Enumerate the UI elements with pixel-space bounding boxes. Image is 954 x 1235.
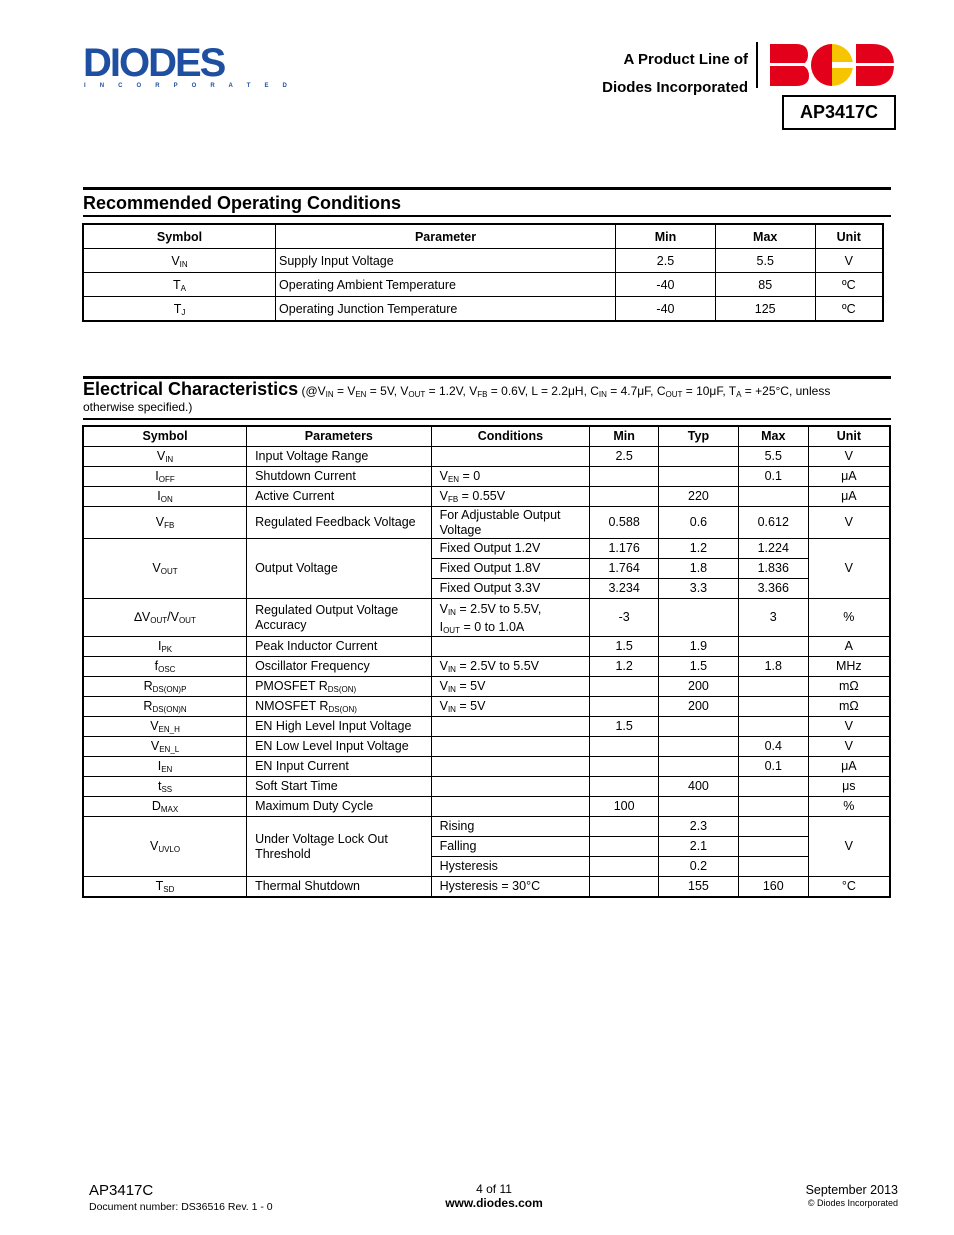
diodes-logo bbox=[83, 41, 294, 90]
logo-word: DIODES bbox=[83, 41, 225, 85]
symbol-cell: $R_{DS(ON)P}$ bbox=[83, 677, 247, 697]
footer-center bbox=[394, 1182, 594, 1210]
roc-col-unit: Unit bbox=[815, 224, 883, 249]
symbol-cell: $D_{MAX}$ bbox=[83, 797, 247, 817]
max-cell bbox=[738, 837, 808, 857]
symbol-cell: $V_{EN\_L}$ bbox=[83, 737, 247, 757]
min-cell: 100 bbox=[590, 797, 659, 817]
unit-cell: V bbox=[808, 539, 890, 599]
parameter-cell: Oscillator Frequency bbox=[247, 657, 432, 677]
condition-cell: Rising bbox=[431, 817, 590, 837]
ec-col-unit: Unit bbox=[808, 426, 890, 447]
footer-url-link[interactable]: www.diodes.com bbox=[445, 1196, 543, 1210]
table-row bbox=[83, 539, 890, 559]
unit-cell: V bbox=[815, 249, 883, 273]
table-row bbox=[83, 697, 890, 717]
table-row bbox=[83, 507, 890, 539]
max-cell: 85 bbox=[715, 273, 815, 297]
roc-col-parameter: Parameter bbox=[276, 224, 616, 249]
condition-cell bbox=[431, 757, 590, 777]
symbol-cell: $T_A$ bbox=[83, 273, 276, 297]
typ-cell bbox=[659, 599, 739, 637]
parameter-cell: NMOSFET $R_{DS(ON)}$ bbox=[247, 697, 432, 717]
typ-cell: 200 bbox=[659, 677, 739, 697]
typ-cell: 155 bbox=[659, 877, 739, 898]
min-cell: -40 bbox=[616, 297, 716, 322]
max-cell: 0.4 bbox=[738, 737, 808, 757]
roc-section-title: Recommended Operating Conditions bbox=[83, 193, 402, 213]
parameter-cell: EN Input Current bbox=[247, 757, 432, 777]
condition-cell: Fixed Output 1.8V bbox=[431, 559, 590, 579]
min-cell: -40 bbox=[616, 273, 716, 297]
roc-col-max: Max bbox=[715, 224, 815, 249]
condition-cell: $V_{IN} = 2.5V$ to 5.5V bbox=[431, 657, 590, 677]
condition-cell bbox=[431, 797, 590, 817]
unit-cell: MHz bbox=[808, 657, 890, 677]
section-rule-bottom bbox=[83, 215, 891, 217]
table-row bbox=[83, 777, 890, 797]
unit-cell: A bbox=[808, 637, 890, 657]
max-cell: 1.224 bbox=[738, 539, 808, 559]
parameter-cell: PMOSFET $R_{DS(ON)}$ bbox=[247, 677, 432, 697]
condition-cell: $V_{IN} = 5V$ bbox=[431, 697, 590, 717]
unit-cell: μA bbox=[808, 487, 890, 507]
symbol-cell: $T_J$ bbox=[83, 297, 276, 322]
unit-cell: V bbox=[808, 737, 890, 757]
product-line-2: Diodes Incorporated bbox=[602, 79, 748, 96]
typ-cell: 220 bbox=[659, 487, 739, 507]
ec-conditions: ($@V_{IN} = V_{EN} = 5V$, $V_{OUT} = 1.2V$, $V_{FB} = 0.6V$, L = 2.2μH, $C_{IN} = 4.7\mu F$, $C_{OUT} = 10\mu F$, $T_A = +25^\circ C$, unless bbox=[301, 384, 831, 399]
symbol-cell: $V_{IN}$ bbox=[83, 447, 247, 467]
typ-cell: 1.5 bbox=[659, 657, 739, 677]
max-cell: 1.8 bbox=[738, 657, 808, 677]
typ-cell bbox=[659, 797, 739, 817]
ec-conditions-line2: otherwise specified.) bbox=[83, 400, 193, 414]
min-cell: 1.764 bbox=[590, 559, 659, 579]
min-cell: 3.234 bbox=[590, 579, 659, 599]
logo-sub: I N C O R P O R A T E D bbox=[84, 83, 294, 89]
typ-cell bbox=[659, 757, 739, 777]
product-line-block bbox=[602, 46, 748, 102]
min-cell: 0.588 bbox=[590, 507, 659, 539]
section-rule-bottom bbox=[83, 418, 891, 420]
footer-doc-number: Document number: DS36516 Rev. 1 - 0 bbox=[89, 1201, 273, 1213]
min-cell bbox=[590, 757, 659, 777]
min-cell bbox=[590, 857, 659, 877]
min-cell bbox=[590, 677, 659, 697]
parameter-cell: Peak Inductor Current bbox=[247, 637, 432, 657]
table-row bbox=[83, 297, 883, 322]
max-cell bbox=[738, 717, 808, 737]
unit-cell: μA bbox=[808, 467, 890, 487]
footer-date: September 2013 bbox=[805, 1183, 898, 1197]
ec-col-conditions: Conditions bbox=[431, 426, 590, 447]
condition-cell: $V_{EN} = 0$ bbox=[431, 467, 590, 487]
max-cell bbox=[738, 637, 808, 657]
parameter-cell: EN High Level Input Voltage bbox=[247, 717, 432, 737]
min-cell bbox=[590, 487, 659, 507]
ec-section-title: Electrical Characteristics bbox=[83, 379, 299, 399]
footer-page: 4 of 11 bbox=[476, 1182, 512, 1196]
parameter-cell: Regulated Feedback Voltage bbox=[247, 507, 432, 539]
footer-part: AP3417C bbox=[89, 1182, 154, 1199]
symbol-cell: $V_{EN\_H}$ bbox=[83, 717, 247, 737]
parameter-cell: Operating Ambient Temperature bbox=[276, 273, 616, 297]
table-row bbox=[83, 817, 890, 837]
footer-right bbox=[806, 1183, 898, 1208]
condition-cell bbox=[431, 637, 590, 657]
max-cell bbox=[738, 677, 808, 697]
min-cell bbox=[590, 737, 659, 757]
table-row bbox=[83, 249, 883, 273]
parameter-cell: Active Current bbox=[247, 487, 432, 507]
typ-cell: 2.1 bbox=[659, 837, 739, 857]
symbol-cell: $R_{DS(ON)N}$ bbox=[83, 697, 247, 717]
condition-cell bbox=[431, 447, 590, 467]
roc-header-row bbox=[83, 224, 883, 249]
unit-cell: μA bbox=[808, 757, 890, 777]
table-row bbox=[83, 599, 890, 637]
min-cell: -3 bbox=[590, 599, 659, 637]
parameter-cell: Shutdown Current bbox=[247, 467, 432, 487]
unit-cell: V bbox=[808, 447, 890, 467]
typ-cell: 0.2 bbox=[659, 857, 739, 877]
max-cell: 5.5 bbox=[738, 447, 808, 467]
table-row bbox=[83, 273, 883, 297]
table-row bbox=[83, 757, 890, 777]
condition-cell: $V_{FB} = 0.55V$ bbox=[431, 487, 590, 507]
typ-cell: 200 bbox=[659, 697, 739, 717]
condition-cell: Hysteresis bbox=[431, 857, 590, 877]
footer-copyright: © Diodes Incorporated bbox=[807, 1198, 898, 1208]
unit-cell: μs bbox=[808, 777, 890, 797]
typ-cell: 400 bbox=[659, 777, 739, 797]
parameter-cell: Regulated Output Voltage Accuracy bbox=[247, 599, 432, 637]
symbol-cell: $I_{EN}$ bbox=[83, 757, 247, 777]
bcd-logo-icon bbox=[768, 42, 896, 88]
parameter-cell: Supply Input Voltage bbox=[276, 249, 616, 273]
table-row bbox=[83, 637, 890, 657]
max-cell bbox=[738, 487, 808, 507]
condition-cell: $V_{IN} = 5V$ bbox=[431, 677, 590, 697]
typ-cell bbox=[659, 447, 739, 467]
unit-cell: V bbox=[808, 717, 890, 737]
symbol-cell: $V_{FB}$ bbox=[83, 507, 247, 539]
condition-cell bbox=[431, 777, 590, 797]
condition-cell: For Adjustable Output Voltage bbox=[431, 507, 590, 539]
table-row bbox=[83, 467, 890, 487]
max-cell: 0.1 bbox=[738, 467, 808, 487]
max-cell bbox=[738, 857, 808, 877]
section-rule-top bbox=[83, 187, 891, 190]
max-cell: 160 bbox=[738, 877, 808, 898]
symbol-cell: $f_{OSC}$ bbox=[83, 657, 247, 677]
symbol-cell: $\Delta V_{OUT}/V_{OUT}$ bbox=[83, 599, 247, 637]
symbol-cell: $T_{SD}$ bbox=[83, 877, 247, 898]
condition-cell: Hysteresis = 30°C bbox=[431, 877, 590, 898]
typ-cell: 1.2 bbox=[659, 539, 739, 559]
symbol-cell: $t_{SS}$ bbox=[83, 777, 247, 797]
min-cell bbox=[590, 467, 659, 487]
ec-col-symbol: Symbol bbox=[83, 426, 247, 447]
table-row bbox=[83, 797, 890, 817]
typ-cell: 2.3 bbox=[659, 817, 739, 837]
max-cell bbox=[738, 797, 808, 817]
unit-cell: V bbox=[808, 817, 890, 877]
product-line-1: A Product Line of bbox=[623, 51, 748, 68]
unit-cell: °C bbox=[808, 877, 890, 898]
min-cell: 2.5 bbox=[590, 447, 659, 467]
parameter-cell: Maximum Duty Cycle bbox=[247, 797, 432, 817]
max-cell: 3 bbox=[738, 599, 808, 637]
symbol-cell: $I_{OFF}$ bbox=[83, 467, 247, 487]
footer-left bbox=[89, 1182, 273, 1213]
min-cell bbox=[590, 777, 659, 797]
condition-cell bbox=[431, 737, 590, 757]
typ-cell: 3.3 bbox=[659, 579, 739, 599]
condition-cell: Fixed Output 1.2V bbox=[431, 539, 590, 559]
symbol-cell: $I_{PK}$ bbox=[83, 637, 247, 657]
table-row bbox=[83, 657, 890, 677]
ec-table bbox=[82, 425, 891, 898]
unit-cell: ºC bbox=[815, 273, 883, 297]
parameter-cell: Input Voltage Range bbox=[247, 447, 432, 467]
max-cell: 5.5 bbox=[715, 249, 815, 273]
ec-section-heading bbox=[83, 381, 891, 415]
roc-col-symbol: Symbol bbox=[83, 224, 276, 249]
table-row bbox=[83, 677, 890, 697]
min-cell: 1.2 bbox=[590, 657, 659, 677]
unit-cell: ºC bbox=[815, 297, 883, 322]
typ-cell bbox=[659, 467, 739, 487]
condition-cell: $V_{IN} = 2.5V$ to 5.5V, $I_{OUT} = 0$ to 1.0A bbox=[431, 599, 590, 637]
typ-cell bbox=[659, 737, 739, 757]
parameter-cell: Output Voltage bbox=[247, 539, 432, 599]
typ-cell: 1.9 bbox=[659, 637, 739, 657]
min-cell bbox=[590, 817, 659, 837]
ec-header-row bbox=[83, 426, 890, 447]
header-divider bbox=[756, 42, 758, 88]
unit-cell: % bbox=[808, 797, 890, 817]
unit-cell: % bbox=[808, 599, 890, 637]
roc-table bbox=[82, 223, 884, 322]
min-cell: 1.5 bbox=[590, 717, 659, 737]
parameter-cell: Operating Junction Temperature bbox=[276, 297, 616, 322]
max-cell bbox=[738, 697, 808, 717]
max-cell: 1.836 bbox=[738, 559, 808, 579]
min-cell bbox=[590, 837, 659, 857]
ec-col-parameters: Parameters bbox=[247, 426, 432, 447]
condition-cell bbox=[431, 717, 590, 737]
ec-col-max: Max bbox=[738, 426, 808, 447]
max-cell bbox=[738, 777, 808, 797]
max-cell: 0.612 bbox=[738, 507, 808, 539]
table-row bbox=[83, 737, 890, 757]
unit-cell: mΩ bbox=[808, 677, 890, 697]
table-row bbox=[83, 717, 890, 737]
table-row bbox=[83, 877, 890, 898]
parameter-cell: EN Low Level Input Voltage bbox=[247, 737, 432, 757]
typ-cell: 1.8 bbox=[659, 559, 739, 579]
parameter-cell: Soft Start Time bbox=[247, 777, 432, 797]
condition-cell: Falling bbox=[431, 837, 590, 857]
part-number-box: AP3417C bbox=[782, 95, 896, 130]
unit-cell: mΩ bbox=[808, 697, 890, 717]
symbol-cell: $V_{OUT}$ bbox=[83, 539, 247, 599]
parameter-cell: Thermal Shutdown bbox=[247, 877, 432, 898]
ec-col-typ: Typ bbox=[659, 426, 739, 447]
min-cell bbox=[590, 697, 659, 717]
symbol-cell: $V_{IN}$ bbox=[83, 249, 276, 273]
ec-col-min: Min bbox=[590, 426, 659, 447]
max-cell: 125 bbox=[715, 297, 815, 322]
symbol-cell: $V_{UVLO}$ bbox=[83, 817, 247, 877]
symbol-cell: $I_{ON}$ bbox=[83, 487, 247, 507]
min-cell: 1.176 bbox=[590, 539, 659, 559]
typ-cell: 0.6 bbox=[659, 507, 739, 539]
unit-cell: V bbox=[808, 507, 890, 539]
max-cell bbox=[738, 817, 808, 837]
table-row bbox=[83, 487, 890, 507]
condition-cell: Fixed Output 3.3V bbox=[431, 579, 590, 599]
max-cell: 3.366 bbox=[738, 579, 808, 599]
max-cell: 0.1 bbox=[738, 757, 808, 777]
typ-cell bbox=[659, 717, 739, 737]
min-cell: 2.5 bbox=[616, 249, 716, 273]
roc-col-min: Min bbox=[616, 224, 716, 249]
min-cell: 1.5 bbox=[590, 637, 659, 657]
table-row bbox=[83, 447, 890, 467]
parameter-cell: Under Voltage Lock Out Threshold bbox=[247, 817, 432, 877]
min-cell bbox=[590, 877, 659, 898]
